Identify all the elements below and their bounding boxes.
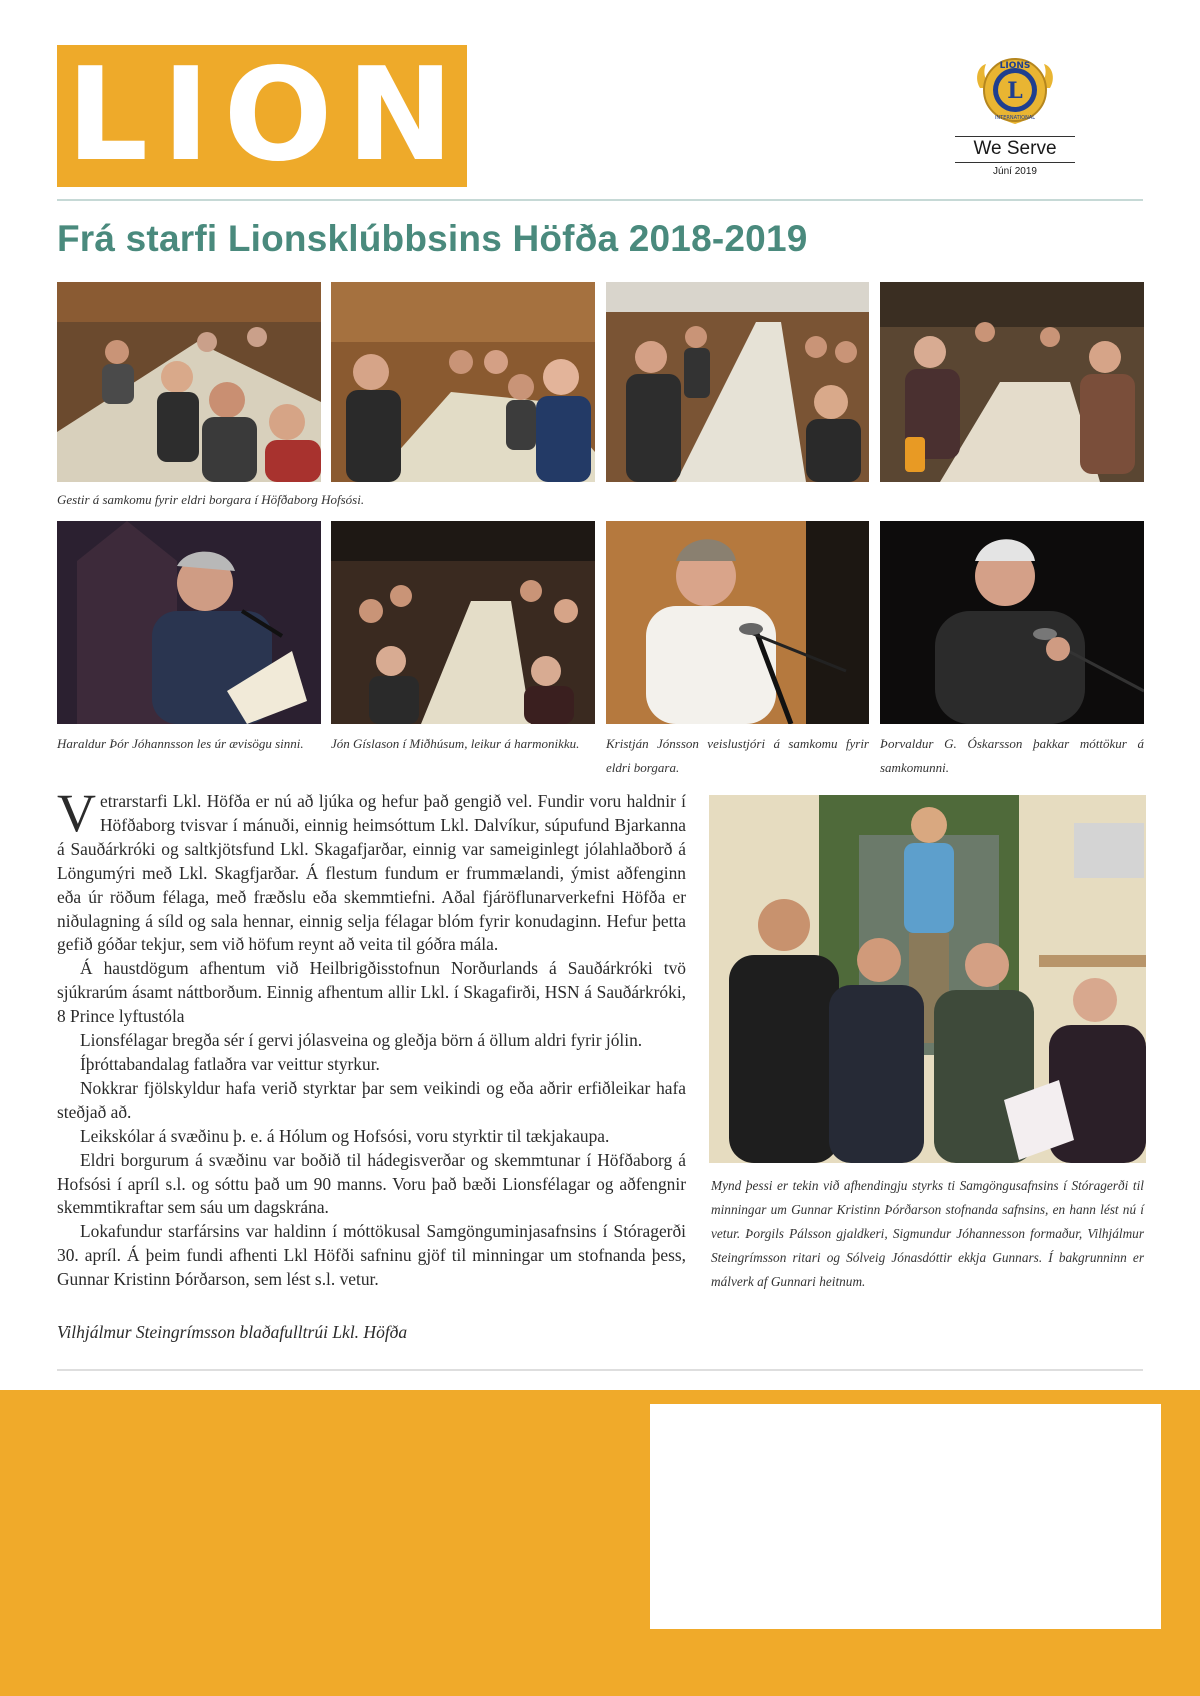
- article-signature: Vilhjálmur Steingrímsson blaðafulltrúi Lkl. Höfða: [57, 1322, 408, 1342]
- address-box: [650, 1404, 1161, 1629]
- footer-divider: [57, 1369, 1143, 1371]
- logo-motto: We Serve: [955, 136, 1075, 163]
- article-paragraph: Lokafundur starfársins var haldinn í móttökusal Samgönguminjasafnsins í Stóragerði 30. apríl. Á þeim fundi afhenti Lkl Höfði safninu gjöf til minningar um stofnanda þess, Gunnar Kristinn Þórðarson, sem lést s.l. vetur.: [57, 1221, 686, 1290]
- lions-emblem-icon: [972, 48, 1058, 132]
- article-paragraph: Nokkrar fjölskyldur hafa verið styrktar þar sem veikindi og eða aðrir erfiðleikar hafa steðjað að.: [57, 1077, 686, 1122]
- header-divider: [57, 199, 1143, 201]
- photo-kristjan-caption: Kristján Jónsson veislustjóri á samkomu fyrir eldri borgara.: [606, 736, 869, 775]
- svg-text:LIONS: LIONS: [999, 61, 1031, 71]
- article-body: [57, 783, 686, 1292]
- article-paragraph: Eldri borgurum á svæðinu var boðið til hádegisverðar og skemmtunar í Höfðaborg á Hofsósi í apríl s.l. og sóttu það um 90 manns. Voru það bæði Lionsfélagar og aðfengnir skemmtikraftar sem sáu um dagskrána.: [57, 1149, 686, 1218]
- drop-cap: V: [57, 783, 96, 843]
- svg-text:INTERNATIONAL: INTERNATIONAL: [994, 115, 1036, 121]
- photo-row-caption: Gestir á samkomu fyrir eldri borgara í Höfðaborg Hofsósi.: [57, 492, 365, 507]
- svg-text:L: L: [1007, 78, 1023, 104]
- photo-guests-3: [606, 282, 869, 482]
- article-paragraph: Vetrarstarfi Lkl. Höfða er nú að ljúka og hefur það gengið vel. Fundir voru haldnir í Höfðaborg tvisvar í mánuði, einnig heimsóttum Lkl. Dalvíkur, súpufund Bjarkanna á Sauðárkróki og saltkjötsfund Lkl. Skagafjarðar, einnig var sameiginlegt jólahlaðborð á Löngumýri með Lkl. Skagfjarðar. Á flestum fundum er frummælandi, ýmist aðfenginn eða úr röðum félaga, með fræðslu eða skemmtiefni. Aðal fjáröflunarverkefni Höfða er niðulagning á síld og sala hennar, einnig selja félagar blóm fyrir konudaginn. Hefur þetta gefið góðar tekjur, sem við höfum reynt að veita til góðra mála.: [57, 783, 686, 955]
- article-paragraph: Á haustdögum afhentum við Heilbrigðisstofnun Norðurlands á Sauðárkróki tvö sjúkrarúm ásamt náttborðum. Einnig afhentum allir Lkl. í Skagafirði, HSN á Sauðárkróki, 8 Prince lyftustóla: [57, 958, 686, 1027]
- photo-donation-caption: Mynd þessi er tekin við afhendingju styrks ti Samgöngusafnsins í Stóragerði til minningar um Gunnar Kristinn Þórðarson stofnanda safnsins, en hann lést nú í vetur. Þorgils Pálsson gjaldkeri, Sigmundur Jóhannesson formaður, Vilhjálmur Steingrímsson ritari og Sólveig Jónasdóttir ekkja Gunnars. Í bakgrunninn er málverk af Gunnari heitnum.: [711, 1178, 1144, 1289]
- photo-jon-caption: Jón Gíslason í Miðhúsum, leikur á harmonikku.: [331, 736, 580, 751]
- photo-haraldur-caption: Haraldur Þór Jóhannsson les úr ævisögu sinni.: [57, 736, 304, 751]
- masthead-banner: [57, 41, 468, 190]
- photo-thorvaldur-caption: Þorvaldur G. Óskarsson þakkar móttökur á samkomunni.: [880, 736, 1144, 775]
- masthead-title: LION: [66, 41, 468, 190]
- photo-guests-1: [57, 282, 321, 482]
- photo-donation-group: [709, 795, 1146, 1163]
- photo-guests-2: [331, 282, 595, 482]
- page-headline: Frá starfi Lionsklúbbsins Höfða 2018-2019: [57, 218, 808, 259]
- photo-guests-4: [880, 282, 1144, 482]
- photo-jon: [331, 521, 595, 724]
- article-paragraph: Leikskólar á svæðinu þ. e. á Hólum og Hofsósi, voru styrktir til tækjakaupa.: [80, 1125, 610, 1146]
- article-paragraph: Íþróttabandalag fatlaðra var veittur styrkur.: [80, 1053, 380, 1074]
- photo-haraldur: [57, 521, 321, 724]
- lions-logo: [955, 48, 1075, 177]
- photo-kristjan: [606, 521, 869, 724]
- issue-date: Júní 2019: [993, 166, 1037, 177]
- article-paragraph: Lionsfélagar bregða sér í gervi jólasveina og gleðja börn á öllum aldri fyrir jólin.: [80, 1030, 643, 1051]
- photo-thorvaldur: [880, 521, 1144, 724]
